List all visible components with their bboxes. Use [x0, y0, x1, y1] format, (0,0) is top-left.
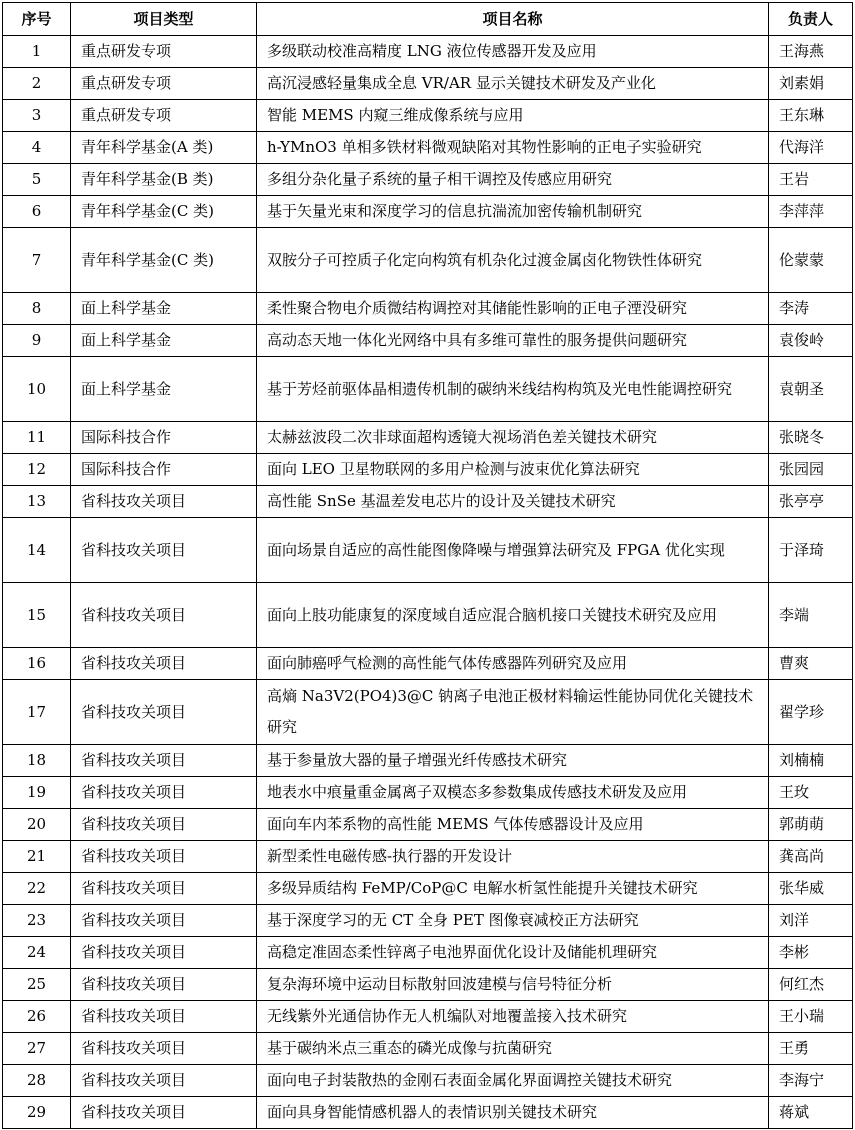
- table-row: [3, 228, 853, 293]
- row-type: 省科技攻关项目: [71, 809, 257, 841]
- row-type: 省科技攻关项目: [71, 1033, 257, 1065]
- row-owner: 伦蒙蒙: [769, 228, 853, 293]
- row-name: 基于参量放大器的量子增强光纤传感技术研究: [257, 745, 769, 777]
- row-type: 省科技攻关项目: [71, 680, 257, 745]
- table-row: [3, 745, 853, 777]
- row-owner: 袁朝圣: [769, 357, 853, 422]
- row-owner: 张华威: [769, 873, 853, 905]
- row-type: 省科技攻关项目: [71, 1065, 257, 1097]
- row-type: 省科技攻关项目: [71, 873, 257, 905]
- row-name: 面向肺癌呼气检测的高性能气体传感器阵列研究及应用: [257, 648, 769, 680]
- row-name: 高熵 Na3V2(PO4)3@C 钠离子电池正极材料输运性能协同优化关键技术研究: [257, 680, 769, 745]
- row-seq: 8: [3, 293, 71, 325]
- row-name: 面向 LEO 卫星物联网的多用户检测与波束优化算法研究: [257, 454, 769, 486]
- header-name: 项目名称: [257, 3, 769, 36]
- row-seq: 14: [3, 518, 71, 583]
- table-row: [3, 873, 853, 905]
- row-type: 面上科学基金: [71, 325, 257, 357]
- row-name: h-YMnO3 单相多铁材料微观缺陷对其物性影响的正电子实验研究: [257, 132, 769, 164]
- row-name: 复杂海环境中运动目标散射回波建模与信号特征分析: [257, 969, 769, 1001]
- table-row: [3, 422, 853, 454]
- row-owner: 于泽琦: [769, 518, 853, 583]
- table-row: [3, 583, 853, 648]
- table-row: [3, 36, 853, 68]
- row-type: 省科技攻关项目: [71, 518, 257, 583]
- row-owner: 何红杰: [769, 969, 853, 1001]
- row-name: 高沉浸感轻量集成全息 VR/AR 显示关键技术研发及产业化: [257, 68, 769, 100]
- header-owner: 负责人: [769, 3, 853, 36]
- row-seq: 7: [3, 228, 71, 293]
- row-type: 省科技攻关项目: [71, 1097, 257, 1129]
- table-row: [3, 132, 853, 164]
- row-owner: 张园园: [769, 454, 853, 486]
- row-owner: 李海宁: [769, 1065, 853, 1097]
- table-row: [3, 1001, 853, 1033]
- row-name: 面向车内苯系物的高性能 MEMS 气体传感器设计及应用: [257, 809, 769, 841]
- row-name: 面向电子封装散热的金刚石表面金属化界面调控关键技术研究: [257, 1065, 769, 1097]
- row-type: 重点研发专项: [71, 36, 257, 68]
- table-row: [3, 648, 853, 680]
- header-row: [3, 3, 853, 36]
- row-name: 多组分杂化量子系统的量子相干调控及传感应用研究: [257, 164, 769, 196]
- table-row: [3, 969, 853, 1001]
- row-name: 智能 MEMS 内窥三维成像系统与应用: [257, 100, 769, 132]
- table-row: [3, 809, 853, 841]
- row-owner: 翟学珍: [769, 680, 853, 745]
- row-type: 省科技攻关项目: [71, 486, 257, 518]
- row-type: 省科技攻关项目: [71, 777, 257, 809]
- row-name: 地表水中痕量重金属离子双模态多参数集成传感技术研发及应用: [257, 777, 769, 809]
- row-type: 省科技攻关项目: [71, 583, 257, 648]
- row-type: 省科技攻关项目: [71, 745, 257, 777]
- row-type: 青年科学基金(C 类): [71, 196, 257, 228]
- project-table: [2, 2, 853, 1129]
- row-seq: 24: [3, 937, 71, 969]
- row-seq: 3: [3, 100, 71, 132]
- row-type: 国际科技合作: [71, 454, 257, 486]
- row-seq: 23: [3, 905, 71, 937]
- row-owner: 张晓冬: [769, 422, 853, 454]
- row-owner: 李涛: [769, 293, 853, 325]
- row-owner: 龚高尚: [769, 841, 853, 873]
- row-seq: 11: [3, 422, 71, 454]
- row-seq: 2: [3, 68, 71, 100]
- row-owner: 王小瑞: [769, 1001, 853, 1033]
- table-row: [3, 68, 853, 100]
- row-type: 重点研发专项: [71, 68, 257, 100]
- table-row: [3, 905, 853, 937]
- row-name: 无线紫外光通信协作无人机编队对地覆盖接入技术研究: [257, 1001, 769, 1033]
- row-name: 柔性聚合物电介质微结构调控对其储能性影响的正电子湮没研究: [257, 293, 769, 325]
- table-row: [3, 164, 853, 196]
- row-seq: 29: [3, 1097, 71, 1129]
- row-seq: 1: [3, 36, 71, 68]
- row-type: 省科技攻关项目: [71, 1001, 257, 1033]
- row-type: 青年科学基金(A 类): [71, 132, 257, 164]
- row-name: 新型柔性电磁传感-执行器的开发设计: [257, 841, 769, 873]
- row-owner: 李萍萍: [769, 196, 853, 228]
- row-owner: 王东琳: [769, 100, 853, 132]
- row-seq: 19: [3, 777, 71, 809]
- row-type: 重点研发专项: [71, 100, 257, 132]
- row-seq: 21: [3, 841, 71, 873]
- row-name: 高动态天地一体化光网络中具有多维可靠性的服务提供问题研究: [257, 325, 769, 357]
- table-row: [3, 486, 853, 518]
- table-row: [3, 680, 853, 745]
- table-row: [3, 293, 853, 325]
- row-seq: 5: [3, 164, 71, 196]
- row-name: 面向场景自适应的高性能图像降噪与增强算法研究及 FPGA 优化实现: [257, 518, 769, 583]
- row-owner: 郭萌萌: [769, 809, 853, 841]
- row-name: 基于碳纳米点三重态的磷光成像与抗菌研究: [257, 1033, 769, 1065]
- row-seq: 6: [3, 196, 71, 228]
- row-name: 基于深度学习的无 CT 全身 PET 图像衰减校正方法研究: [257, 905, 769, 937]
- row-type: 省科技攻关项目: [71, 648, 257, 680]
- table-row: [3, 1033, 853, 1065]
- header-type: 项目类型: [71, 3, 257, 36]
- table-row: [3, 454, 853, 486]
- table-row: [3, 1065, 853, 1097]
- row-owner: 蒋斌: [769, 1097, 853, 1129]
- table-row: [3, 518, 853, 583]
- table-row: [3, 196, 853, 228]
- table-row: [3, 325, 853, 357]
- row-name: 面向具身智能情感机器人的表情识别关键技术研究: [257, 1097, 769, 1129]
- row-seq: 26: [3, 1001, 71, 1033]
- row-type: 省科技攻关项目: [71, 905, 257, 937]
- row-seq: 12: [3, 454, 71, 486]
- row-owner: 李彬: [769, 937, 853, 969]
- row-seq: 10: [3, 357, 71, 422]
- row-seq: 25: [3, 969, 71, 1001]
- row-name: 基于芳烃前驱体晶相遗传机制的碳纳米线结构构筑及光电性能调控研究: [257, 357, 769, 422]
- row-owner: 代海洋: [769, 132, 853, 164]
- row-owner: 王玫: [769, 777, 853, 809]
- row-name: 双胺分子可控质子化定向构筑有机杂化过渡金属卤化物铁性体研究: [257, 228, 769, 293]
- row-owner: 刘洋: [769, 905, 853, 937]
- row-seq: 15: [3, 583, 71, 648]
- row-owner: 袁俊岭: [769, 325, 853, 357]
- row-type: 省科技攻关项目: [71, 841, 257, 873]
- table-row: [3, 777, 853, 809]
- row-type: 面上科学基金: [71, 293, 257, 325]
- row-type: 青年科学基金(B 类): [71, 164, 257, 196]
- row-owner: 李端: [769, 583, 853, 648]
- row-name: 高稳定准固态柔性锌离子电池界面优化设计及储能机理研究: [257, 937, 769, 969]
- row-owner: 曹爽: [769, 648, 853, 680]
- row-name: 基于矢量光束和深度学习的信息抗湍流加密传输机制研究: [257, 196, 769, 228]
- row-type: 省科技攻关项目: [71, 937, 257, 969]
- row-seq: 27: [3, 1033, 71, 1065]
- row-owner: 王勇: [769, 1033, 853, 1065]
- table-row: [3, 937, 853, 969]
- row-type: 面上科学基金: [71, 357, 257, 422]
- row-seq: 20: [3, 809, 71, 841]
- row-seq: 9: [3, 325, 71, 357]
- table-row: [3, 100, 853, 132]
- row-name: 高性能 SnSe 基温差发电芯片的设计及关键技术研究: [257, 486, 769, 518]
- row-name: 面向上肢功能康复的深度域自适应混合脑机接口关键技术研究及应用: [257, 583, 769, 648]
- table-row: [3, 357, 853, 422]
- table-row: [3, 1097, 853, 1129]
- row-seq: 16: [3, 648, 71, 680]
- row-type: 国际科技合作: [71, 422, 257, 454]
- row-seq: 4: [3, 132, 71, 164]
- row-owner: 王海燕: [769, 36, 853, 68]
- row-seq: 22: [3, 873, 71, 905]
- row-type: 省科技攻关项目: [71, 969, 257, 1001]
- row-seq: 28: [3, 1065, 71, 1097]
- header-seq: 序号: [3, 3, 71, 36]
- row-type: 青年科学基金(C 类): [71, 228, 257, 293]
- row-seq: 17: [3, 680, 71, 745]
- row-name: 多级异质结构 FeMP/CoP@C 电解水析氢性能提升关键技术研究: [257, 873, 769, 905]
- row-seq: 18: [3, 745, 71, 777]
- row-owner: 刘素娟: [769, 68, 853, 100]
- row-owner: 刘楠楠: [769, 745, 853, 777]
- row-owner: 张亭亭: [769, 486, 853, 518]
- row-seq: 13: [3, 486, 71, 518]
- table-row: [3, 841, 853, 873]
- row-name: 太赫兹波段二次非球面超构透镜大视场消色差关键技术研究: [257, 422, 769, 454]
- row-name: 多级联动校准高精度 LNG 液位传感器开发及应用: [257, 36, 769, 68]
- row-owner: 王岩: [769, 164, 853, 196]
